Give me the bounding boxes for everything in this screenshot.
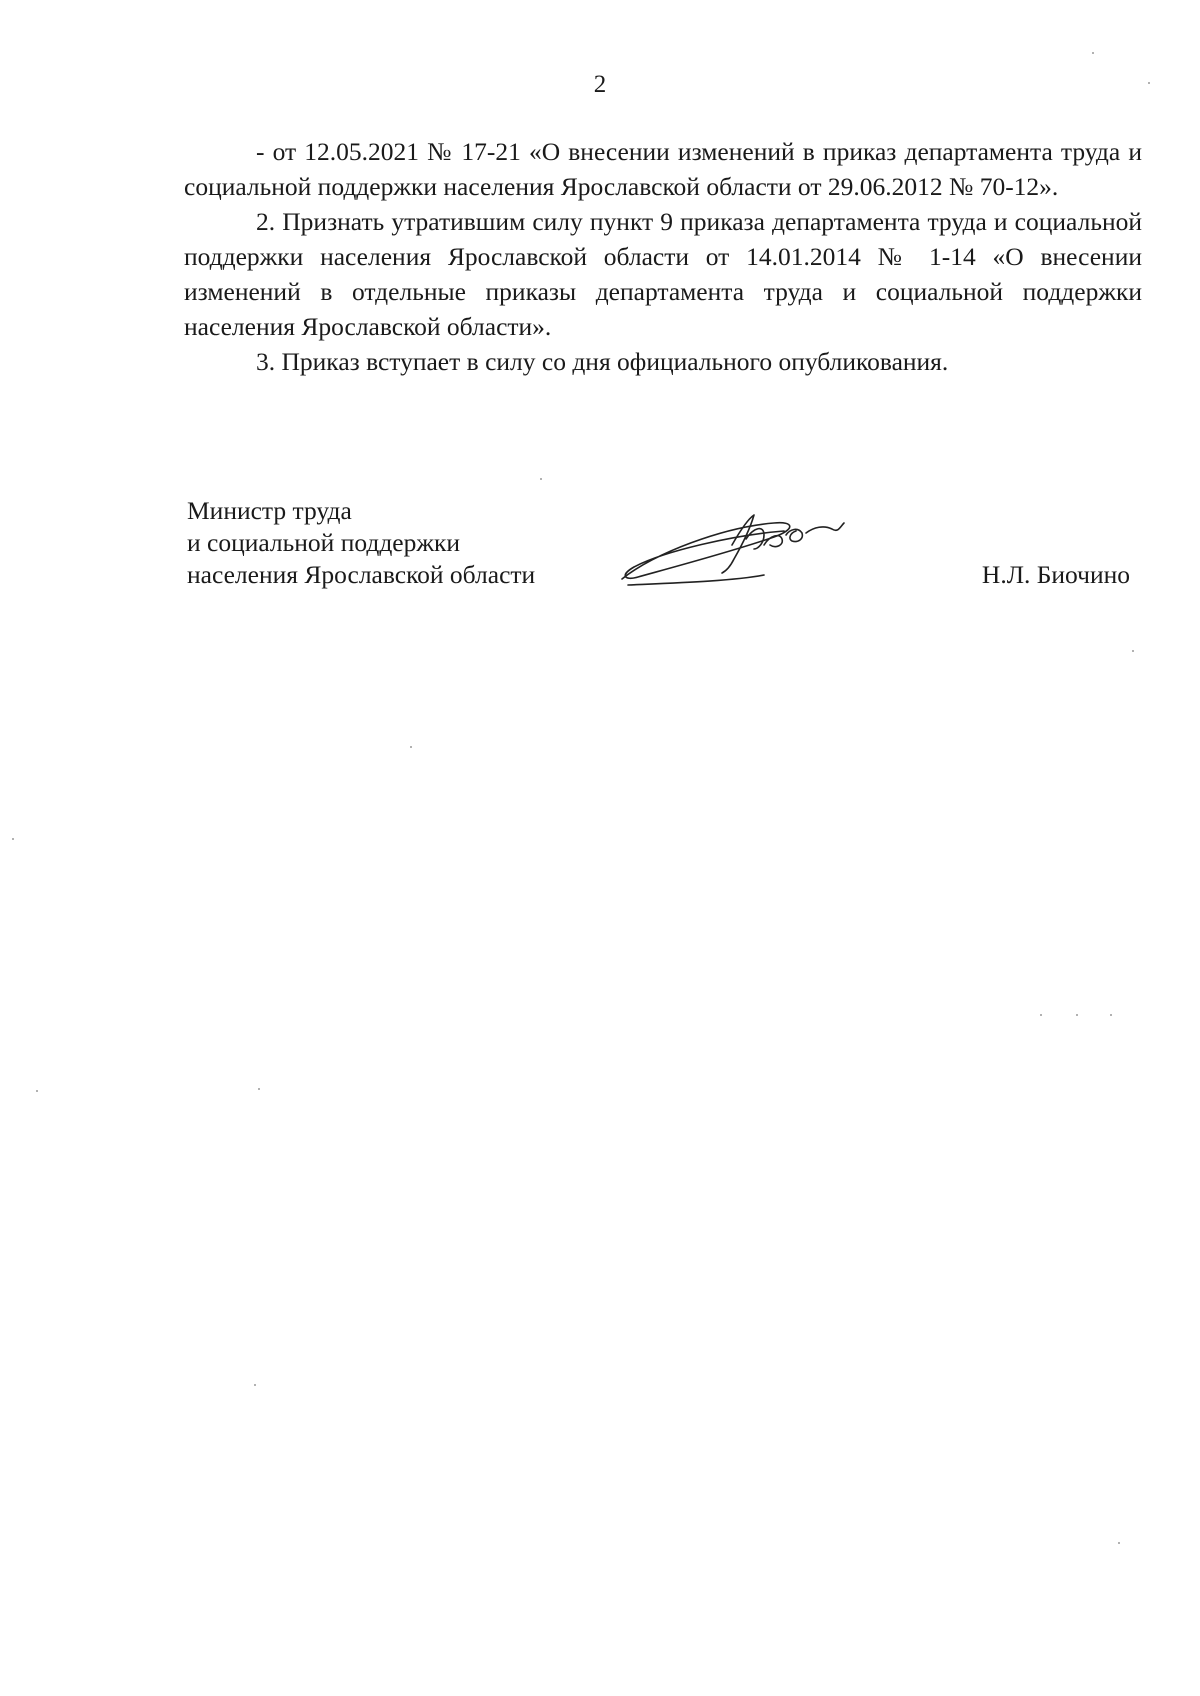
scan-speck <box>12 838 14 840</box>
scan-speck <box>254 1384 256 1386</box>
scan-speck <box>410 746 412 748</box>
signature-block <box>187 495 1147 615</box>
scan-speck <box>258 1088 260 1090</box>
scan-speck <box>1132 650 1134 652</box>
scan-speck <box>1110 1014 1112 1016</box>
document-body <box>184 134 1142 379</box>
scan-speck <box>540 478 542 480</box>
scan-speck <box>1076 1014 1078 1016</box>
scan-speck <box>1118 1542 1120 1544</box>
paragraph-amendment-reference: - от 12.05.2021 № 17-21 «О внесении изменений в приказ департамента труда и социальной поддержки населения Ярославской области от 29.06.2012 № 70-12». <box>184 137 1142 201</box>
page-number: 2 <box>593 71 607 98</box>
signatory-title-line-3: населения Ярославской области <box>187 560 536 589</box>
scan-speck <box>1092 52 1094 54</box>
signatory-name: Н.Л. Биочино <box>981 560 1130 589</box>
handwritten-signature-icon <box>614 505 864 595</box>
signatory-title-line-2: и социальной поддержки <box>187 528 461 557</box>
scan-speck <box>36 1090 38 1092</box>
scan-speck <box>1040 1014 1042 1016</box>
paragraph-item-3: 3. Приказ вступает в силу со дня официального опубликования. <box>256 347 949 376</box>
paragraph-item-2: 2. Признать утратившим силу пункт 9 приказа департамента труда и социальной поддержки населения Ярославской области от 14.01.2014 № 1-14 «О внесении изменений в отдельные приказы департамента труда и социальной поддержки населения Ярославской области». <box>184 207 1142 341</box>
scan-speck <box>1148 82 1150 84</box>
signatory-title-line-1: Министр труда <box>187 496 352 525</box>
